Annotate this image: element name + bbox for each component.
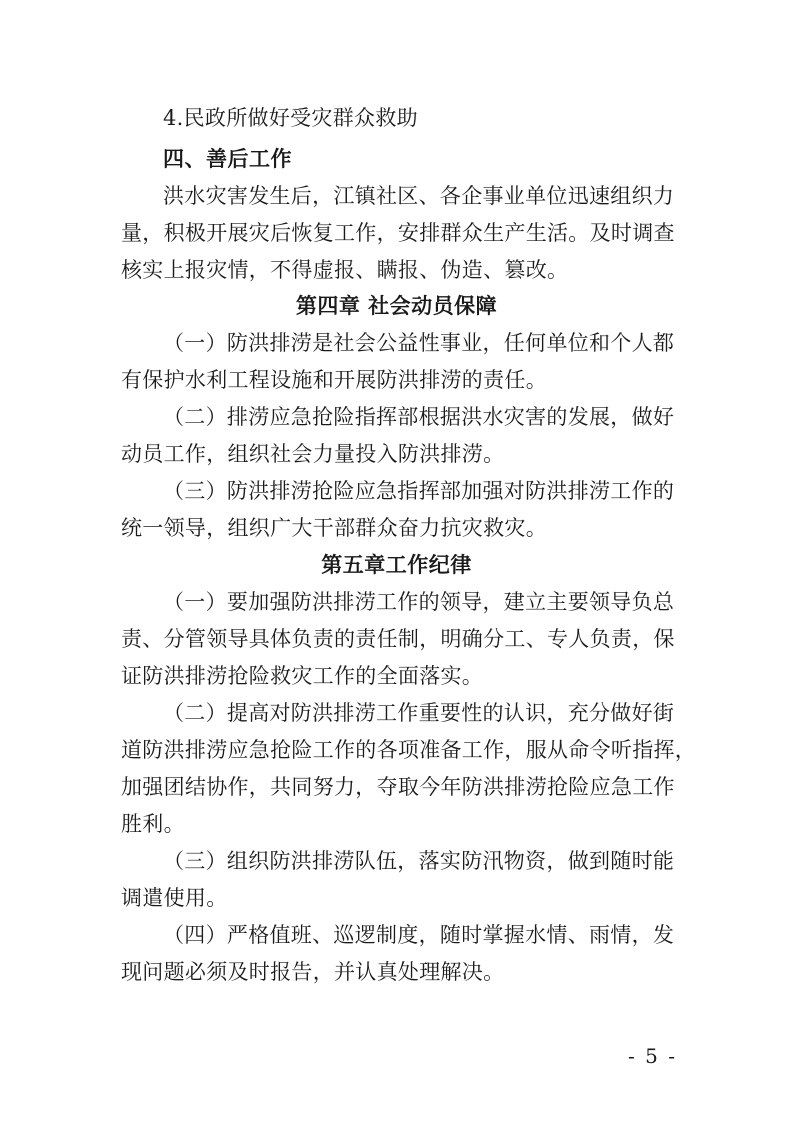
chapter-heading-work-discipline: 第五章工作纪律 xyxy=(321,553,472,577)
paragraph-line: 统一领导，组织广大干部群众奋力抗灾救灾。 xyxy=(121,516,547,540)
section-heading-aftermath: 四、善后工作 xyxy=(163,147,292,171)
paragraph-line: （二）提高对防洪排涝工作重要性的认识，充分做好街 xyxy=(163,701,675,725)
paragraph-line: 量，积极开展灾后恢复工作，安排群众生产生活。及时调查 xyxy=(121,221,675,245)
paragraph-line: （四）严格值班、巡逻制度，随时掌握水情、雨情，发 xyxy=(163,923,675,947)
paragraph-line: （一）防洪排涝是社会公益性事业，任何单位和个人都 xyxy=(163,331,675,355)
paragraph-line: 责、分管领导具体负责的责任制，明确分工、专人负责，保 xyxy=(121,627,675,651)
list-item-relief: 4.民政所做好受灾群众救助 xyxy=(163,106,418,130)
paragraph-line: 洪水灾害发生后，江镇社区、各企事业单位迅速组织力 xyxy=(163,184,675,208)
paragraph-line: 有保护水利工程设施和开展防洪排涝的责任。 xyxy=(121,368,547,392)
paragraph-line: 核实上报灾情，不得虚报、瞒报、伪造、篡改。 xyxy=(121,258,569,282)
paragraph-line: 现问题必须及时报告，并认真处理解决。 xyxy=(121,960,505,984)
paragraph-line: （三）防洪排涝抢险应急指挥部加强对防洪排涝工作的 xyxy=(163,479,675,503)
paragraph-line: 动员工作，组织社会力量投入防洪排涝。 xyxy=(121,442,505,466)
page-number: - 5 - xyxy=(628,1044,677,1068)
paragraph-line: 加强团结协作，共同努力，夺取今年防洪排涝抢险应急工作 xyxy=(121,775,675,799)
paragraph-line: （三）组织防洪排涝队伍，落实防汛物资，做到随时能 xyxy=(163,849,675,873)
paragraph-line: 调遣使用。 xyxy=(121,886,228,910)
paragraph-line: 证防洪排涝抢险救灾工作的全面落实。 xyxy=(121,664,484,688)
chapter-heading-social-mobilization: 第四章 社会动员保障 xyxy=(295,294,498,318)
paragraph-line: （二）排涝应急抢险指挥部根据洪水灾害的发展，做好 xyxy=(163,405,675,429)
paragraph-line: （一）要加强防洪排涝工作的领导，建立主要领导负总 xyxy=(163,590,675,614)
paragraph-line: 道防洪排涝应急抢险工作的各项准备工作，服从命令听指挥， xyxy=(121,738,697,762)
paragraph-line: 胜利。 xyxy=(121,812,185,836)
